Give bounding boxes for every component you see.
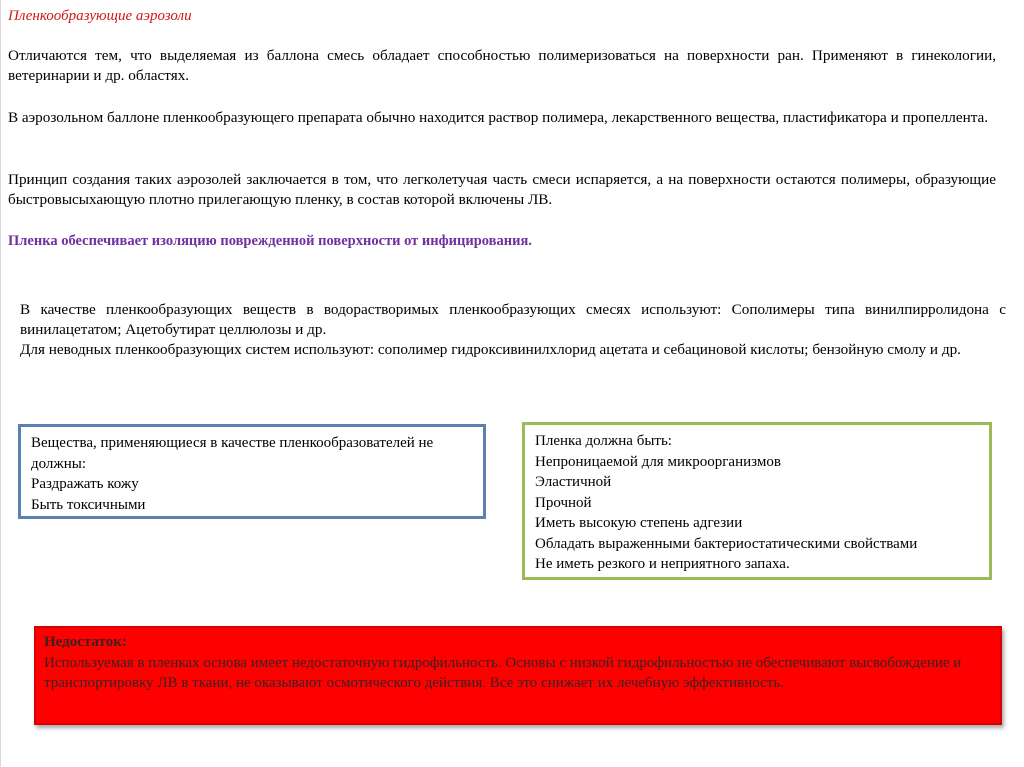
film-formers-water: В качестве пленкообразующих веществ в водорастворимых пленкообразующих смесях используют: Сополимеры типа винилпирролидона с винилацетатом; Ацетобутират целлюлозы и др.	[20, 301, 1006, 338]
film-formers-nonaqueous: Для неводных пленкообразующих систем используют: сополимер гидроксивинилхлорид ацетата и себациновой кислоты; бензойную смолу и др.	[20, 341, 961, 358]
film-property-item: Обладать выраженными бактериостатическими свойствами	[535, 535, 918, 552]
film-properties-box	[522, 422, 992, 580]
drawback-text: Используемая в пленках основа имеет недостаточную гидрофильность. Основы с низкой гидрофильностью не обеспечивают высвобождение и транспортировку ЛВ в ткани, не оказывают осмотического действия. Все это снижает их лечебную эффективность.	[44, 654, 962, 691]
paragraph-composition: В аэрозольном баллоне пленкообразующего препарата обычно находится раствор полимера, лекарственного вещества, пластификатора и пропеллента.	[8, 109, 989, 126]
requirements-heading: Вещества, применяющиеся в качестве пленкообразователей не должны:	[31, 435, 434, 472]
film-property-item: Непроницаемой для микроорганизмов	[535, 453, 781, 470]
film-property-item: Иметь высокую степень адгезии	[535, 515, 743, 531]
paragraph-emphasis: Пленка обеспечивает изоляцию поврежденной поверхности от инфицирования.	[8, 233, 532, 249]
film-property-item: Не иметь резкого и неприятного запаха.	[535, 556, 790, 572]
requirement-item: Быть токсичными	[31, 496, 146, 513]
requirements-box	[18, 424, 486, 519]
slide-title: Пленкообразующие аэрозоли	[8, 8, 192, 24]
drawback-alert	[34, 626, 1002, 725]
paragraph-properties: Отличаются тем, что выделяемая из баллона смесь обладает способностью полимеризоваться на поверхности ран. Применяют в гинекологии, ветеринарии и др. областях.	[8, 47, 996, 84]
film-property-item: Эластичной	[535, 474, 612, 490]
requirement-item: Раздражать кожу	[31, 476, 139, 492]
paragraph-film-formers	[20, 300, 1006, 360]
paragraph-principle: Принцип создания таких аэрозолей заключается в том, что легколетучая часть смеси испаряется, а на поверхности остаются полимеры, образующие быстровысыхающую плотно прилегающую пленку, в состав которой включены ЛВ.	[8, 171, 996, 208]
film-properties-heading: Пленка должна быть:	[535, 433, 672, 449]
drawback-title: Недостаток:	[44, 634, 127, 650]
film-property-item: Прочной	[535, 494, 592, 511]
left-edge-line	[0, 0, 1, 767]
